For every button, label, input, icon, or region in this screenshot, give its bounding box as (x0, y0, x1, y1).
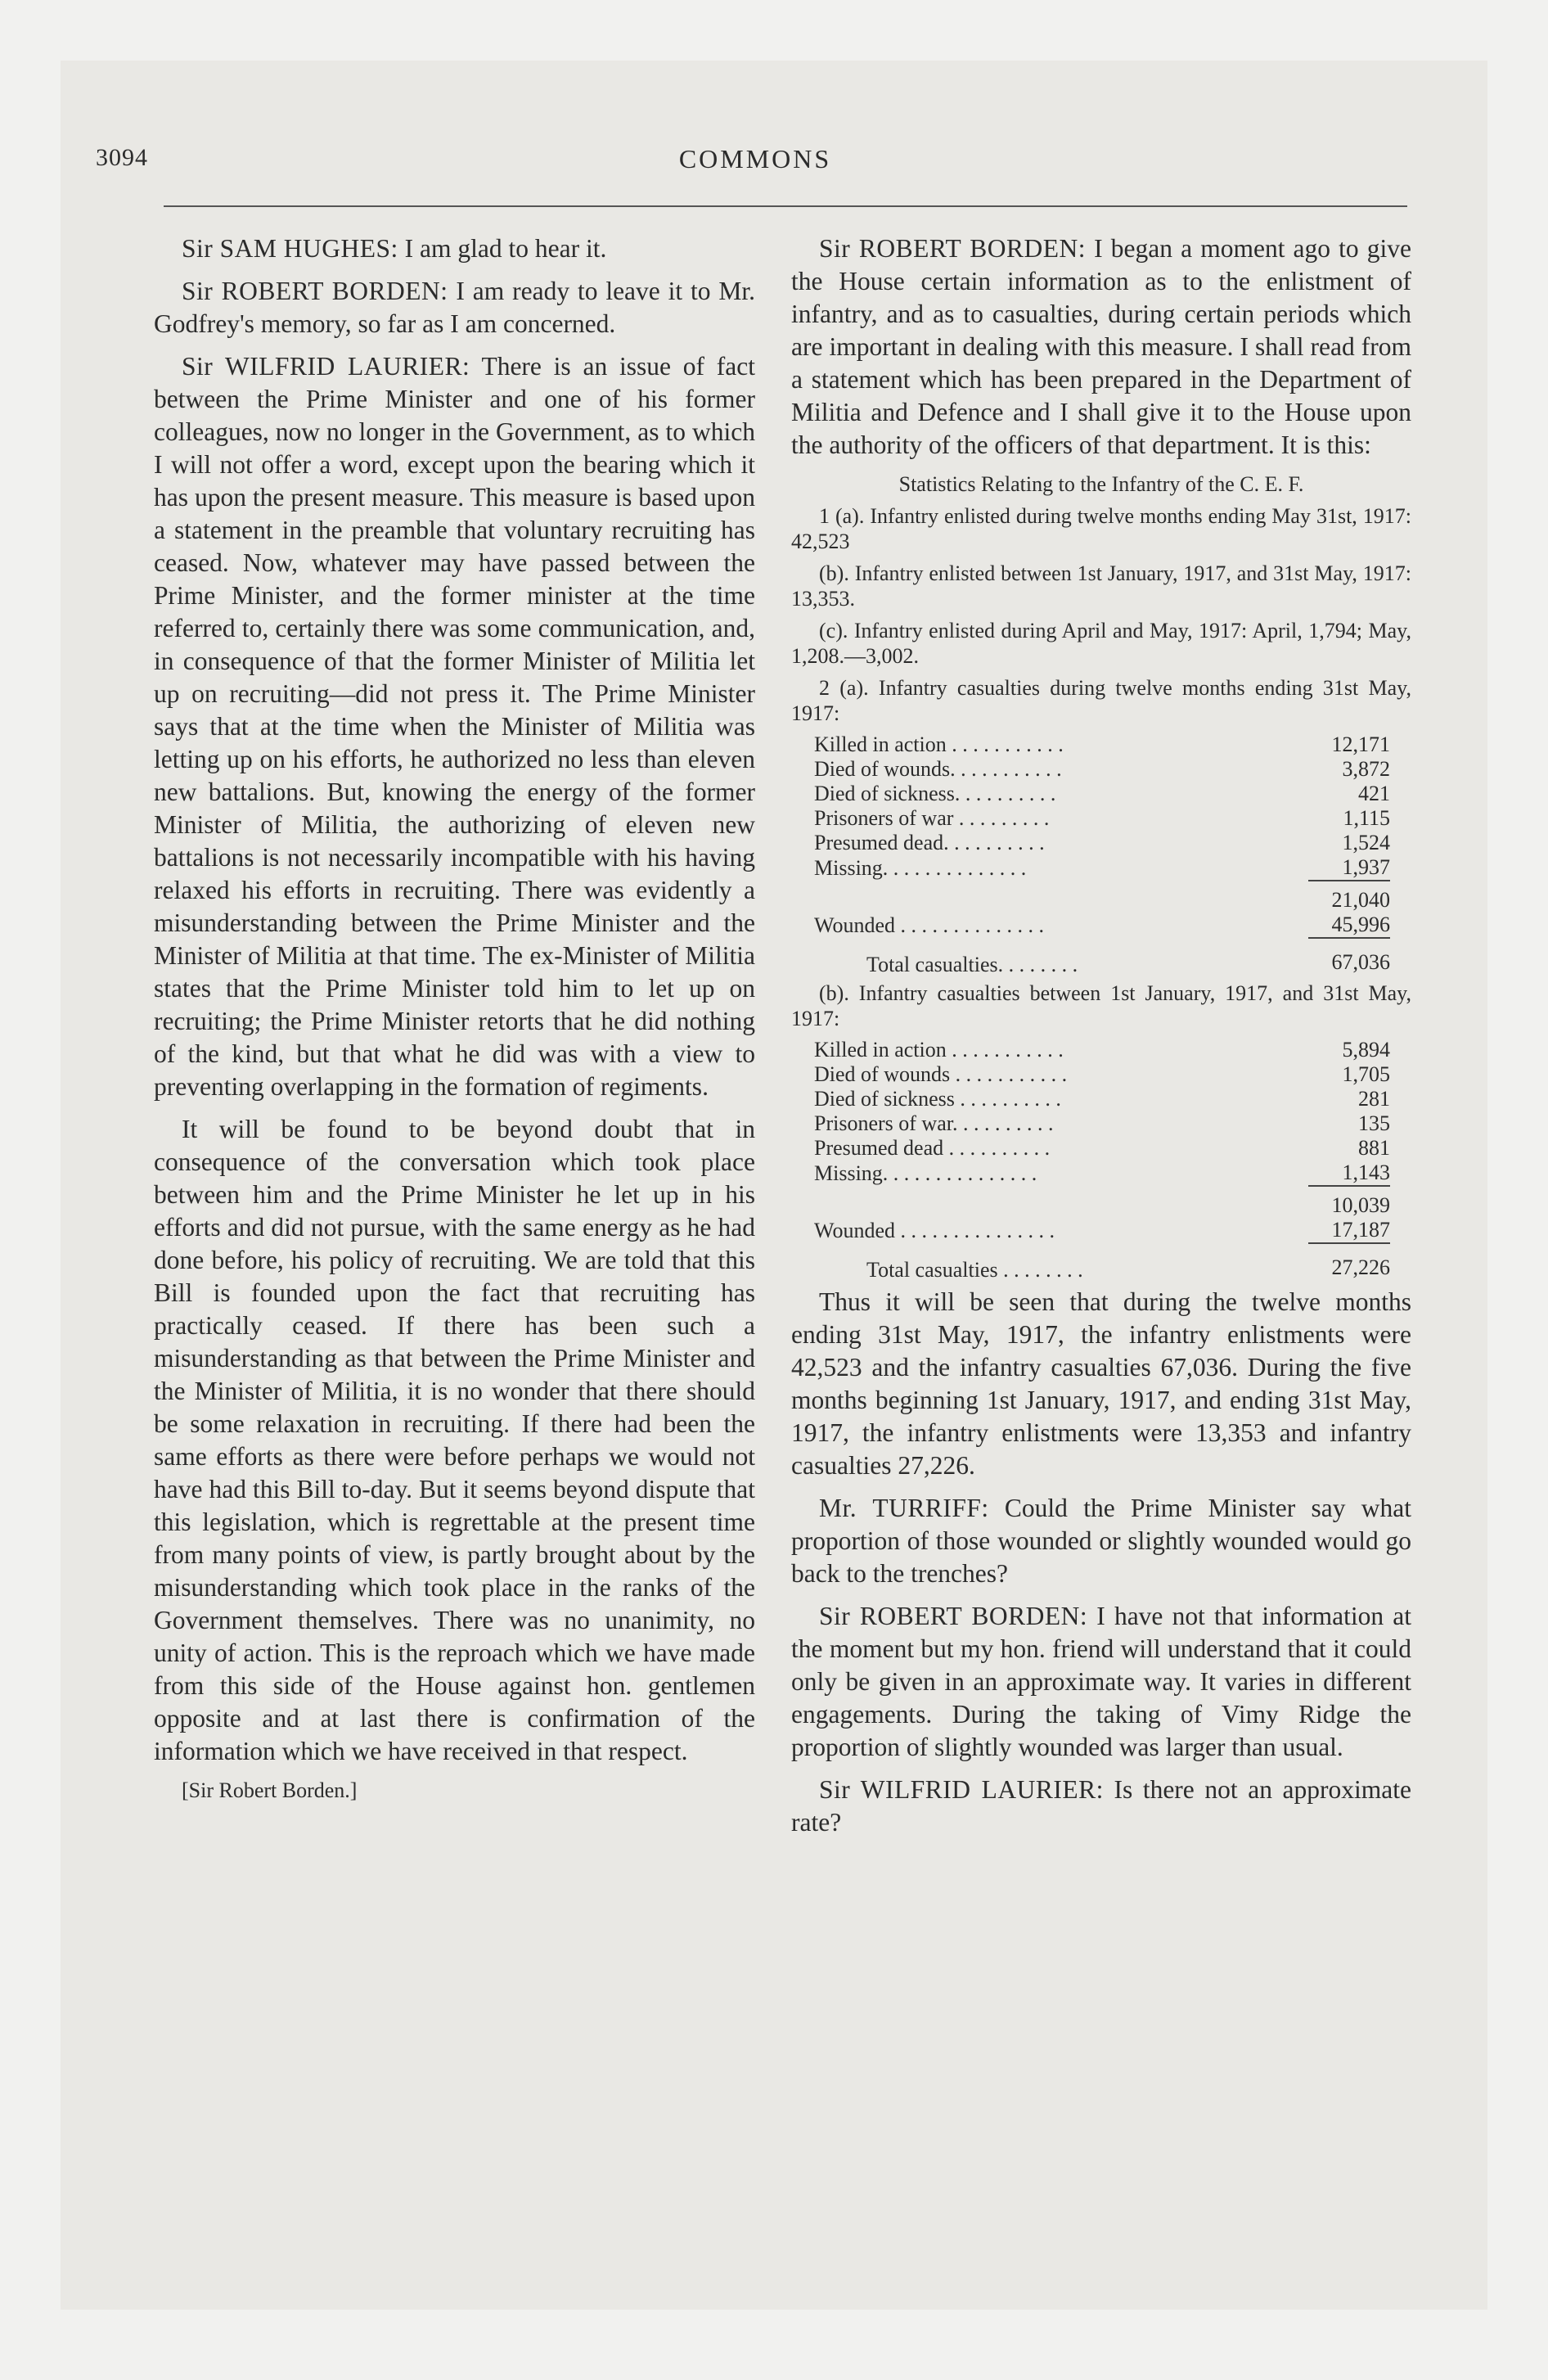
speaker-name: Sir WILFRID LAURIER: (819, 1775, 1104, 1804)
table-row (814, 732, 1390, 757)
row-label: Killed in action . . . . . . . . . . . (814, 732, 1064, 756)
row-label: Total casualties. . . . . . . . (866, 953, 1078, 976)
speaker-name: Sir WILFRID LAURIER: (182, 352, 470, 381)
row-value: 1,705 (1342, 1062, 1390, 1086)
paragraph (154, 275, 755, 340)
row-label: Prisoners of war. . . . . . . . . . (814, 1111, 1054, 1135)
row-value: 3,872 (1342, 757, 1390, 781)
paragraph (154, 232, 755, 265)
row-value: 281 (1358, 1087, 1390, 1111)
row-label: Killed in action . . . . . . . . . . . (814, 1038, 1064, 1062)
row-value: 135 (1358, 1111, 1390, 1135)
row-label (814, 881, 1308, 913)
row-value: 67,036 (1308, 938, 1390, 977)
table-row (814, 806, 1390, 831)
table-row (814, 831, 1390, 855)
row-value: 10,039 (1308, 1186, 1390, 1218)
casualties-table-five-months (814, 1038, 1390, 1282)
speech-text: Is there not an approximate rate? (791, 1775, 1412, 1837)
header-rule (164, 205, 1407, 207)
row-label: Missing. . . . . . . . . . . . . . (814, 855, 1027, 880)
speaker-name: Sir SAM HUGHES: (182, 234, 398, 263)
page-number: 3094 (96, 144, 148, 171)
statistics-title: Statistics Relating to the Infantry of the C. E. F. (898, 472, 1304, 496)
row-value: 1,524 (1342, 831, 1390, 854)
subtotal-row (814, 1186, 1390, 1218)
wounded-row (814, 913, 1390, 938)
statistics-item: (b). Infantry casualties between 1st January, 1917, and 31st May, 1917: (791, 981, 1411, 1030)
speaker-name: Sir ROBERT BORDEN: (819, 1602, 1088, 1630)
row-label: Died of sickness. . . . . . . . . . (814, 782, 1056, 805)
paragraph (791, 232, 1411, 462)
paragraph (791, 1774, 1411, 1839)
paragraph (791, 1600, 1411, 1764)
row-value: 1,143 (1342, 1161, 1390, 1184)
speech-text: I have not that information at the moment but my hon. friend will understand that it could only be given in an approximate way. It varies in different engagements. During the taking of Vimy Ridge the proportion of slightly wounded was larger than usual. (791, 1602, 1411, 1761)
table-row (814, 1087, 1390, 1111)
table-row (814, 757, 1390, 782)
table-row (814, 782, 1390, 806)
row-value: 421 (1358, 782, 1390, 805)
casualties-table-twelve-months (814, 732, 1390, 977)
statistics-item: 1 (a). Infantry enlisted during twelve months ending May 31st, 1917: 42,523 (791, 504, 1411, 553)
speaker-name: Sir ROBERT BORDEN: (819, 234, 1087, 263)
statistics-item: 2 (a). Infantry casualties during twelve months ending 31st May, 1917: (791, 676, 1411, 725)
speaker-name: Sir ROBERT BORDEN: (182, 277, 448, 305)
row-label: Died of wounds. . . . . . . . . . . (814, 757, 1062, 781)
speech-text: I am glad to hear it. (398, 234, 607, 263)
row-value: 27,226 (1308, 1243, 1390, 1282)
paragraph (154, 1113, 755, 1768)
row-label: Presumed dead . . . . . . . . . . (814, 1136, 1051, 1160)
subtotal-row (814, 881, 1390, 913)
speech-text: There is an issue of fact between the Prime Minister and one of his former colleagues, now no longer in the Government, as to which I will not offer a word, except upon the bearing which it has upon the present measure. This measure is based upon a statement in the preamble that voluntary recruiting has ceased. Now, whatever may have passed between the Prime Minister, and the former minister at the time referred to, certainly there was some communication, and, in consequence of that the former Minister of Militia let up on recruiting—did not press it. The Prime Minister says that at the time when the Minister of Militia was letting up on his efforts, he authorized no less than eleven new battalions. But, knowing the energy of the former Minister of Militia, the authorizing of eleven new battalions is not necessarily incompatible with his having relaxed his efforts in recruiting. There was evidently a misunderstanding between the Prime Minister and the Minister of Militia at that time. The ex-Minister of Militia states that the Prime Minister told him to let up on recruiting; the Prime Minister retorts that he did nothing of the kind, but that what he did was with a view to preventing overlapping in the formation of regiments. (154, 352, 755, 1101)
row-value: 12,171 (1331, 732, 1390, 756)
speech-text: I am ready to leave it to Mr. Godfrey's memory, so far as I am concerned. (154, 277, 755, 338)
row-value: 1,937 (1342, 855, 1390, 879)
speaker-name: Mr. TURRIFF: (819, 1494, 989, 1522)
row-value: 45,996 (1331, 913, 1390, 936)
table-row (814, 855, 1390, 881)
speaker-note: [Sir Robert Borden.] (182, 1778, 358, 1802)
statistics-item: (b). Infantry enlisted between 1st January, 1917, and 31st May, 1917: 13,353. (791, 561, 1411, 611)
row-label: Died of sickness . . . . . . . . . . (814, 1087, 1061, 1111)
page-header (96, 144, 1415, 185)
wounded-row (814, 1218, 1390, 1243)
left-column (154, 232, 755, 1804)
table-row (814, 1111, 1390, 1136)
row-label: Wounded . . . . . . . . . . . . . . . (814, 1218, 1055, 1242)
row-label: Wounded . . . . . . . . . . . . . . (814, 913, 1044, 937)
statistics-item: (c). Infantry enlisted during April and May, 1917: April, 1,794; May, 1,208.—3,002. (791, 619, 1411, 668)
row-value: 21,040 (1308, 881, 1390, 913)
row-label: Died of wounds . . . . . . . . . . . (814, 1062, 1068, 1086)
table-row (814, 1038, 1390, 1062)
total-row (814, 938, 1390, 977)
speech-text: I began a moment ago to give the House certain information as to the enlistment of infantry, and as to casualties, during certain periods which are important in dealing with this measure. I shall read from a statement which has been prepared in the Department of Militia and Defence and I shall give it to the House upon the authority of the officers of that department. It is this: (791, 234, 1412, 459)
paragraph (791, 1492, 1411, 1590)
row-value: 881 (1358, 1136, 1390, 1160)
speech-text: Could the Prime Minister say what proportion of those wounded or slightly wounded would go back to the trenches? (791, 1494, 1412, 1588)
row-value: 1,115 (1343, 806, 1390, 830)
row-value: 5,894 (1342, 1038, 1390, 1062)
running-head: COMMONS (678, 144, 832, 174)
row-label: Prisoners of war . . . . . . . . . (814, 806, 1050, 830)
speech-text: It will be found to be beyond doubt that in consequence of the conversation which took place between him and the Prime Minister he let up in his efforts and did not pursue, with the same energy as he had done before, his policy of recruiting. We are told that this Bill is founded upon the fact that recruiting has practically ceased. If there has been such a misunderstanding as that between the Prime Minister and the Minister of Militia, it is no wonder that there should be some relaxation in recruiting. If there had been the same efforts as there were before perhaps we would not have had this Bill to-day. But it seems beyond dispute that this legislation, which is regrettable at the present time from many points of view, is partly brought about by the misunderstanding which took place in the ranks of the Government themselves. There was no unanimity, no unity of action. This is the reproach which we have made from this side of the House against hon. gentlemen opposite and at last there is confirmation of the information which we have received in that respect. (154, 1115, 755, 1765)
table-row (814, 1062, 1390, 1087)
row-label: Presumed dead. . . . . . . . . . (814, 831, 1045, 854)
total-row (814, 1243, 1390, 1282)
row-label: Missing. . . . . . . . . . . . . . . (814, 1161, 1037, 1185)
statistics-block (791, 471, 1411, 1282)
table-row (814, 1161, 1390, 1186)
row-label: Total casualties . . . . . . . . (866, 1258, 1083, 1282)
right-column (791, 232, 1411, 1849)
table-row (814, 1136, 1390, 1161)
paragraph: Thus it will be seen that during the twelve months ending 31st May, 1917, the infantry enlistments were 42,523 and the infantry casualties 67,036. During the five months beginning 1st January, 1917, and ending 31st May, 1917, the infantry enlistments were 13,353 and infantry casualties 27,226. (791, 1287, 1411, 1480)
paragraph (154, 350, 755, 1103)
row-label (814, 1186, 1308, 1218)
row-value: 17,187 (1331, 1218, 1390, 1242)
